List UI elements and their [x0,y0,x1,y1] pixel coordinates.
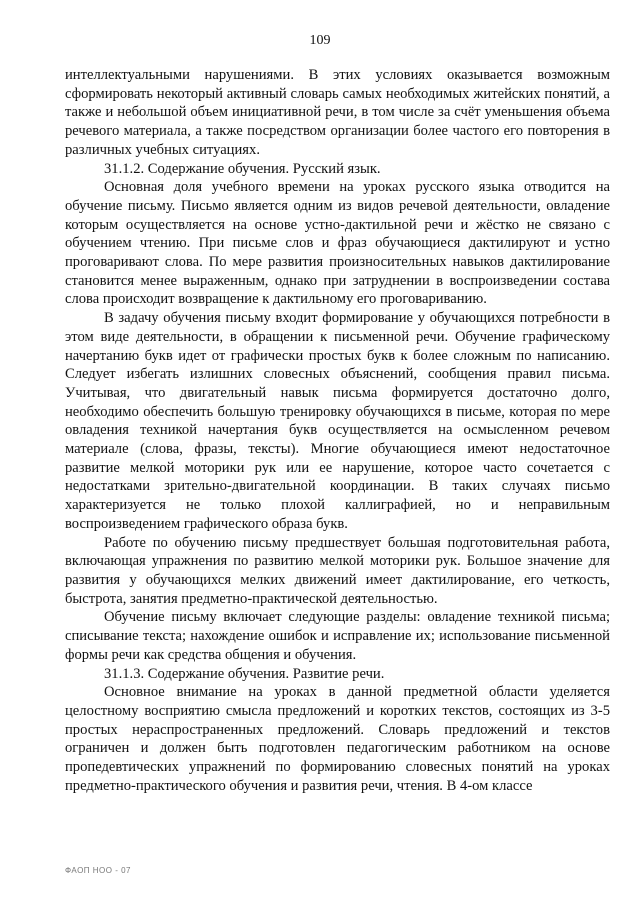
paragraph: В задачу обучения письму входит формирование у обучающихся потребности в этом виде деятельности, в обращении к письменной речи. Обучение графическому начертанию букв идет от графически простых букв к более сложным по написанию. Следует избегать излишних словесных объяснений, сообщения правил письма. Учитывая, что двигательный навык письма формируется достаточно долго, необходимо обеспечить большую тренировку обучающихся в письме, которая по мере овладения техникой начертания букв осуществляется на осмысленном речевом материале (слова, фразы, тексты). Многие обучающиеся имеют недостаточное развитие мелкой моторики рук или ее нарушение, которое часто сочетается с недостатками зрительно-двигательной координации. В таких случаях письмо характеризуется не только плохой каллиграфией, но и неправильным воспроизведением графического образа букв. [65,310,610,532]
page-number: 109 [309,33,331,48]
section-heading-russian-language: 31.1.2. Содержание обучения. Русский язык. [104,160,381,177]
footer-code: ФАОП НОО - 07 [65,866,131,875]
paragraph: Основное внимание на уроках в данной предметной области уделяется целостному восприятию смысла предложений и коротких текстов, состоящих из 3-5 простых нераспространенных предложений. Словарь предложений и текстов ограничен и должен быть подготовлен педагогическим работником на основе пропедевтических упражнений по формированию словесных понятий на уроках предметно-практического обучения и развития речи, чтения. В 4-ом классе [65,684,610,794]
paragraph-continuation: интеллектуальными нарушениями. В этих условиях оказывается возможным сформировать некоторый активный словарь самых необходимых житейских понятий, а также и небольшой объем инициативной речи, в том числе за счёт уменьшения объема речевого материала, а также посредством организации более частого его повторения в различных учебных ситуациях. [65,67,610,158]
paragraph: Работе по обучению письму предшествует большая подготовительная работа, включающая упражнения по развитию мелкой моторики рук. Большое значение для развития у обучающихся мелких движений имеет дактилирование, его четкость, быстрота, занятия предметно-практической деятельностью. [65,534,610,607]
paragraph: Обучение письму включает следующие разделы: овладение техникой письма; списывание текста; нахождение ошибок и исправление их; использование письменной формы речи как средства общения и обучения. [65,609,610,663]
section-heading-speech-development: 31.1.3. Содержание обучения. Развитие речи. [104,665,385,682]
document-body [65,66,610,795]
paragraph: Основная доля учебного времени на уроках русского языка отводится на обучение письму. Письмо является одним из видов речевой деятельности, овладение которым осуществляется на основе устно-дактильной речи и жёстко не связано с обучением чтению. При письме слов и фраз обучающиеся дактилируют и устно проговаривают слова. По мере развития произносительных навыков дактилирование становится менее выраженным, однако при затруднении в воспроизведении состава слова происходит возвращение к дактильному его проговариванию. [65,179,610,308]
